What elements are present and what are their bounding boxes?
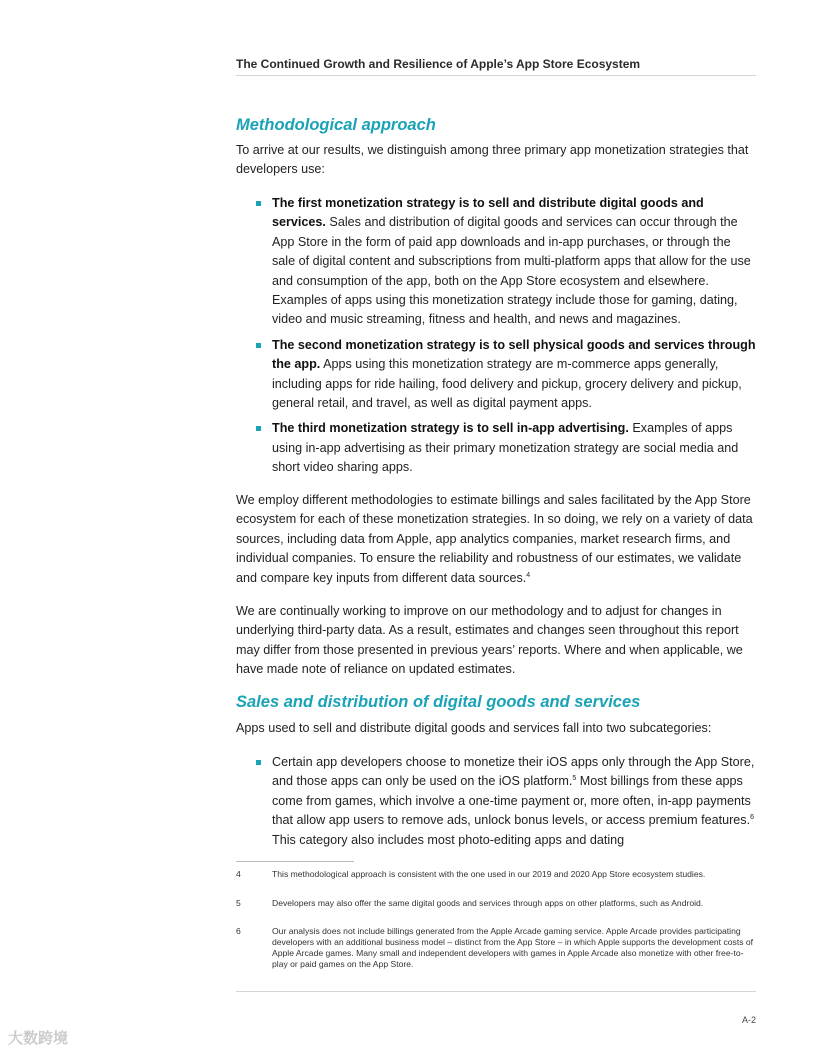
strategy-2-bold: The second monetization strategy is to sell physical goods and services through the app. [272,337,756,372]
footnote-ref-4[interactable]: 4 [526,571,531,579]
bullet-square-icon [256,426,261,431]
strategy-1-bold: The first monetization strategy is to sell and distribute digital goods and services. [272,196,704,230]
strategy-1-text: Sales and distribution of digital goods and services can occur through the App Store in the form of paid app downloads and in-app purchases, or through the sale of digital content and subscriptions from multi-platform apps that allow for the use and consumption of the app, both on the App Store ecosystem and elsewhere. Examples of apps using this monetization strategy include those for gaming, dating, video and music streaming, fitness and health, and news and magazines. [272,215,751,327]
methodology-paragraph-2: We are continually working to improve on our methodology and to adjust for changes in underlying third-party data. As a result, estimates and changes seen throughout this report may differ from those presented in previous years’ reports. Where and when applicable, we have made note of reliance on updated estimates. [236,604,743,677]
footnote-4 [236,869,756,880]
strategy-3-bold: The third monetization strategy is to sell in-app advertising. [272,421,629,436]
footnote-ref-6[interactable]: 6 [750,814,755,822]
footnote-5 [236,898,756,909]
footnote-6 [236,926,756,970]
footer-divider [236,991,756,992]
list-item [236,753,756,850]
footnote-number: 5 [236,898,241,908]
watermark-logo: 大数跨境 [8,1030,69,1047]
subcategory-list [236,753,756,856]
strategy-3-text: Examples of apps using in-app advertising as their primary monetization strategy are social media and short video sharing apps. [272,421,739,475]
bullet-square-icon [256,343,261,348]
bullet-square-icon [256,201,261,206]
footnote-text: This methodological approach is consistent with the one used in our 2019 and 2020 App Store ecosystem studies. [272,869,706,879]
list-item [236,419,756,477]
footnote-text: Our analysis does not include billings generated from the Apple Arcade gaming service. Apple Arcade provides participating developers with an additional business model – distinct from the App Store – in which Apple supports the development costs of Apple Arcade games. Many small and independent developers with games in Apple Arcade also monetize with other free-to-play or paid games on the App Store. [272,926,754,969]
subcategory-text-b: Most billings from these apps come from games, which involve a one-time payment or, more often, in-app payments that allow app users to remove ads, unlock bonus levels, or access premium features. [272,774,751,828]
strategy-2-text: Apps using this monetization strategy are m-commerce apps generally, including apps for ride hailing, food delivery and pickup, grocery delivery and pickup, general retail, and travel, as well as digital payment apps. [272,357,742,411]
methodology-paragraph-1 [236,491,756,588]
running-header: The Continued Growth and Resilience of Apple’s App Store Ecosystem [236,57,756,76]
section-heading-methodology: Methodological approach [236,116,436,134]
digital-goods-intro: Apps used to sell and distribute digital goods and services fall into two subcategories: [236,721,712,735]
methodology-intro: To arrive at our results, we distinguish among three primary app monetization strategies that developers use: [236,143,749,177]
subcategory-text-a: Certain app developers choose to monetize their iOS apps only through the App Store, and those apps can only be used on the iOS platform. [272,755,755,789]
footnote-text: Developers may also offer the same digital goods and services through apps on other platforms, such as Android. [272,898,704,908]
bullet-square-icon [256,760,261,765]
list-item [236,336,756,414]
list-item [236,194,756,330]
subcategory-text-c: This category also includes most photo-editing apps and dating [272,832,625,847]
monetization-strategy-list [236,194,756,484]
page-number: A-2 [741,1015,756,1025]
paragraph-text: We employ different methodologies to estimate billings and sales facilitated by the App Store ecosystem for each of these monetization strategies. In so doing, we rely on a variety of data sources, including data from Apple, app analytics companies, market research firms, and individual companies. To ensure the reliability and robustness of our estimates, we validate and compare key inputs from different data sources. [236,493,753,585]
footnote-divider [236,861,354,862]
footnote-number: 6 [236,926,241,936]
footnote-number: 4 [236,869,241,879]
section-heading-digital-goods: Sales and distribution of digital goods and services [236,693,641,711]
footnote-ref-5[interactable]: 5 [572,775,577,783]
